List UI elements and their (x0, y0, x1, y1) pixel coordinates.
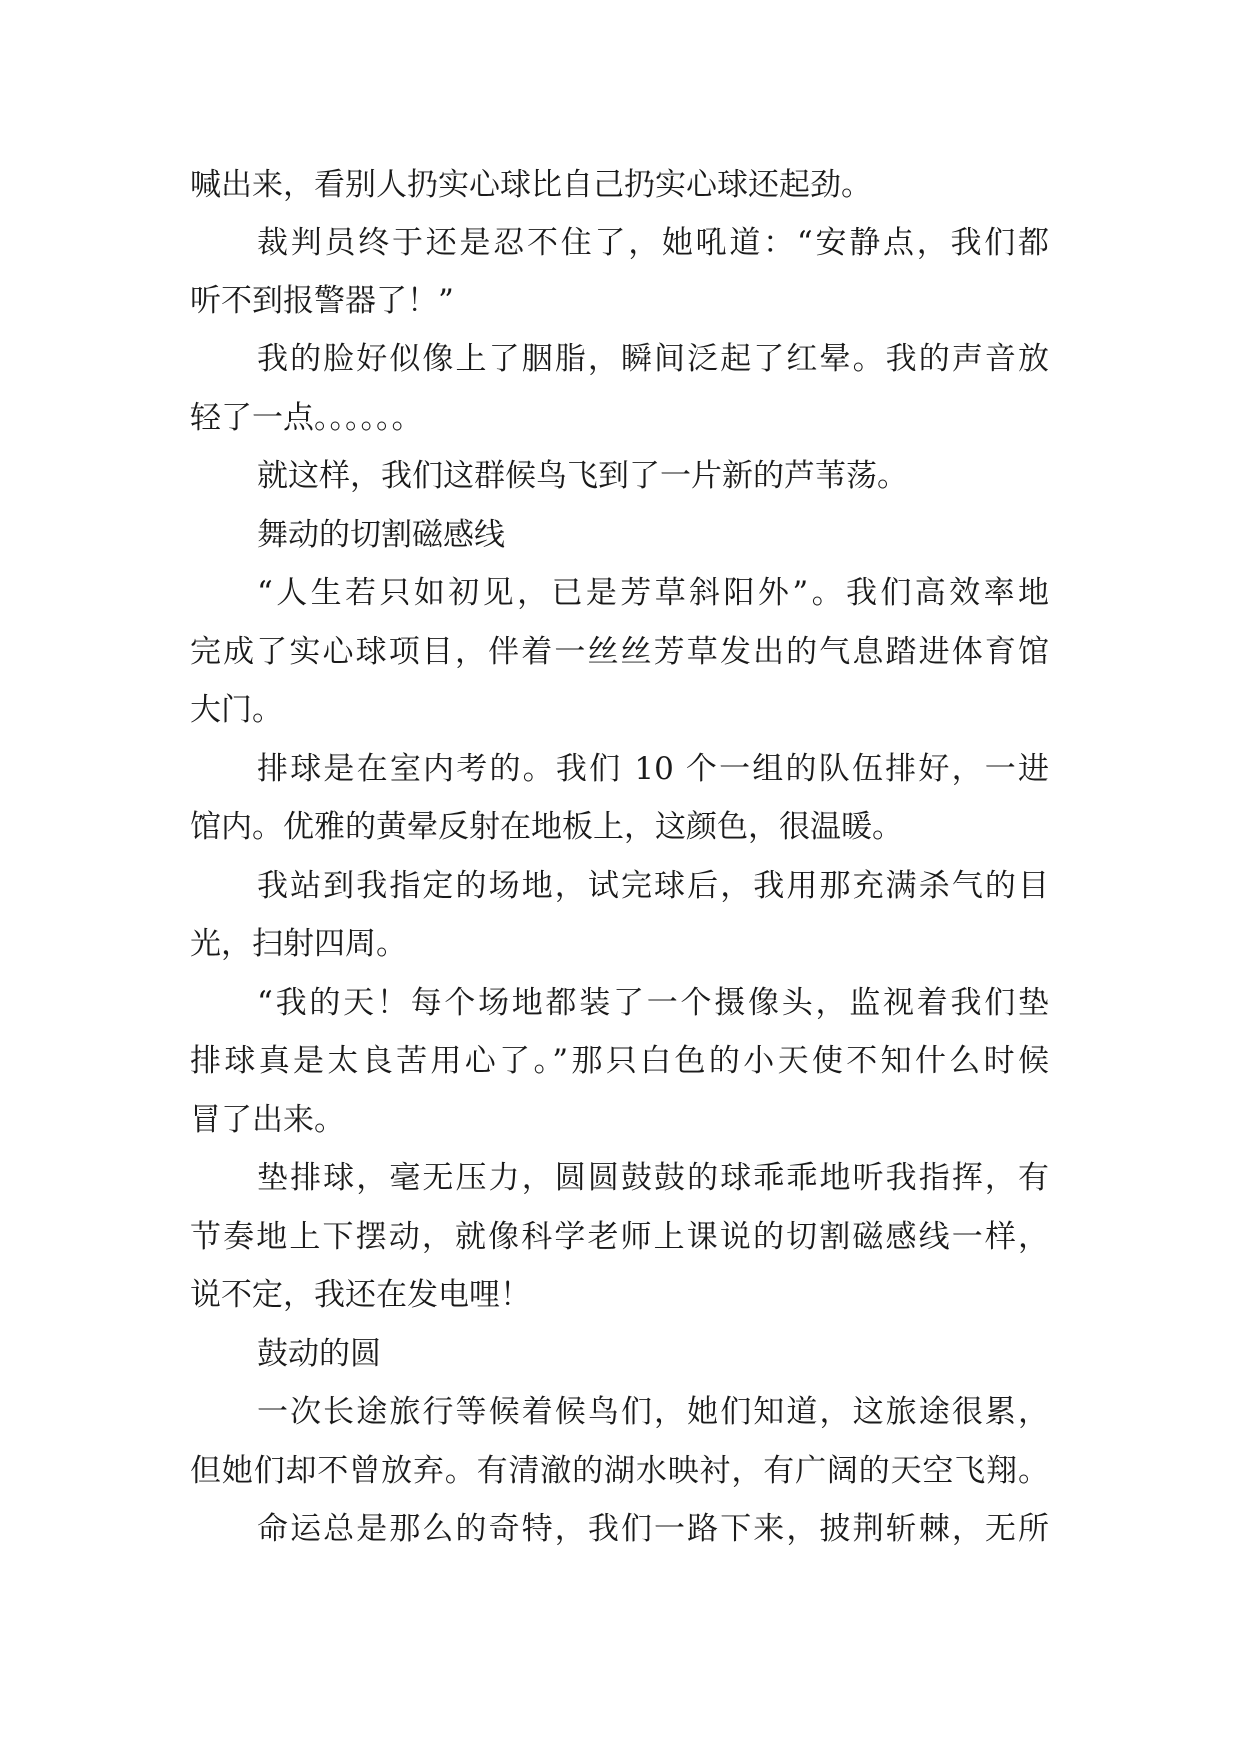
text-line: 但她们却不曾放弃。有清澈的湖水映衬，有广阔的天空飞翔。 (190, 1453, 1049, 1489)
text-line: “人生若只如初见，已是芳草斜阳外”。我们高效率地 (257, 575, 1049, 611)
text-line: 排球是在室内考的。我们 10 个一组的队伍排好，一进 (257, 751, 1049, 787)
text-line: 大门。 (190, 692, 283, 728)
text-line: 冒了出来。 (190, 1102, 345, 1138)
text-line: 裁判员终于还是忍不住了，她吼道：“安静点，我们都 (257, 225, 1049, 261)
text-line: 喊出来，看别人扔实心球比自己扔实心球还起劲。 (190, 167, 872, 203)
text-line: 轻了一点。。。。。。 (190, 400, 423, 436)
section-heading: 舞动的切割磁感线 (257, 517, 505, 553)
text-line: 节奏地上下摆动，就像科学老师上课说的切割磁感线一样， (190, 1219, 1049, 1255)
text-line: 就这样，我们这群候鸟飞到了一片新的芦苇荡。 (257, 458, 908, 494)
text-line: 一次长途旅行等候着候鸟们，她们知道，这旅途很累， (257, 1394, 1049, 1430)
text-line: 排球真是太良苦用心了。”那只白色的小天使不知什么时候 (190, 1043, 1049, 1079)
text-line: 我的脸好似像上了胭脂，瞬间泛起了红晕。我的声音放 (257, 341, 1049, 377)
text-line: 垫排球，毫无压力，圆圆鼓鼓的球乖乖地听我指挥，有 (257, 1160, 1049, 1196)
text-line: 馆内。优雅的黄晕反射在地板上，这颜色，很温暖。 (190, 809, 903, 845)
text-line: 我站到我指定的场地，试完球后，我用那充满杀气的目 (257, 868, 1049, 904)
text-line: 说不定，我还在发电哩！ (190, 1277, 531, 1313)
section-heading: 鼓动的圆 (257, 1336, 381, 1372)
text-line: “我的天！每个场地都装了一个摄像头，监视着我们垫 (257, 985, 1049, 1021)
text-line: 命运总是那么的奇特，我们一路下来，披荆斩棘，无所 (257, 1511, 1049, 1547)
text-line: 听不到报警器了！” (190, 283, 454, 319)
text-line: 完成了实心球项目，伴着一丝丝芳草发出的气息踏进体育馆 (190, 634, 1049, 670)
text-line: 光，扫射四周。 (190, 926, 407, 962)
